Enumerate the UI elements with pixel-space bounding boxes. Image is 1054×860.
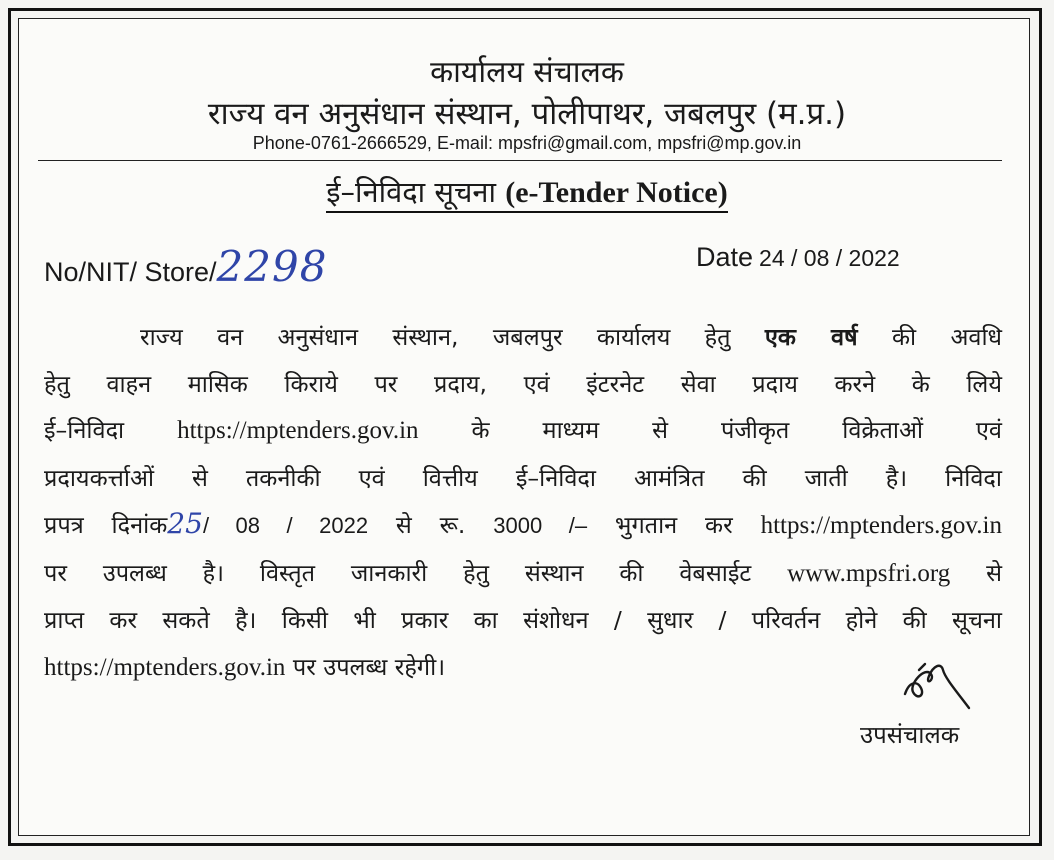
reference-number	[44, 242, 327, 291]
body-line: प्रदायकर्त्ताओं से तकनीकी एवं वित्तीय ई–निविदा आमंत्रित की जाती है। निविदा	[44, 463, 1002, 492]
date-label: Date	[696, 242, 754, 272]
signature	[895, 652, 975, 712]
designation: उपसंचालक	[860, 721, 960, 749]
body-text: ई–निविदा	[44, 416, 178, 444]
date-value: 24 / 08 / 2022	[759, 245, 900, 271]
duration-emphasis: एक वर्ष	[764, 323, 858, 351]
body-line: हेतु वाहन मासिक किराये पर प्रदाय, एवं इंटरनेट सेवा प्रदाय करने के लिये	[44, 369, 1002, 398]
body-text: के माध्यम से पंजीकृत विक्रेताओं एवं	[418, 416, 1002, 444]
header-divider	[38, 160, 1002, 161]
body-line	[44, 314, 1002, 361]
body-line	[44, 501, 1002, 550]
handwritten-day: 25	[167, 507, 203, 540]
institute-website-link[interactable]: www.mpsfri.org	[787, 559, 951, 587]
body-line	[44, 407, 1002, 455]
notice-title-english: (e-Tender Notice)	[505, 176, 727, 213]
tender-portal-link[interactable]: https://mptenders.gov.in	[760, 512, 1002, 539]
body-line: प्राप्त कर सकते है। किसी भी प्रकार का संशोधन / सुधार / परिवर्तन होने की सूचना	[44, 606, 1002, 634]
body-text: की अवधि	[857, 323, 1003, 351]
fee-amount: 3000 /–	[493, 513, 588, 538]
contact-line: Phone-0761-2666529, E-mail: mpsfri@gmail.com, mpsfri@mp.gov.in	[252, 133, 802, 153]
body-text: पर उपलब्ध है। विस्तृत जानकारी हेतु संस्थान की वेबसाईट	[44, 558, 788, 587]
body-text: राज्य वन अनुसंधान संस्थान, जबलपुर कार्यालय हेतु	[140, 323, 765, 351]
body-line	[44, 644, 1002, 692]
body-text: से रू.	[368, 511, 494, 539]
notice-title	[0, 172, 1054, 211]
body-text: प्रपत्र दिनांक	[44, 511, 168, 539]
form-date: / 08 / 2022	[202, 513, 369, 538]
body-text: पर उपलब्ध रहेगी।	[285, 652, 446, 681]
reference-handwritten-number: 2298	[216, 242, 328, 291]
tender-portal-link[interactable]: https://mptenders.gov.in	[44, 653, 286, 681]
notice-date	[696, 242, 900, 273]
body-line	[44, 550, 1002, 598]
notice-body	[44, 314, 1002, 691]
body-text: भुगतान कर	[587, 511, 761, 539]
notice-title-hindi: ई–निविदा सूचना	[326, 175, 496, 213]
office-heading: कार्यालय संचालक	[430, 55, 624, 90]
reference-label: No/NIT/ Store/	[44, 257, 217, 287]
body-text: से	[950, 558, 1002, 587]
institute-heading: राज्य वन अनुसंधान संस्थान, पोलीपाथर, जबलपुर (म.प्र.)	[207, 96, 847, 132]
tender-portal-link[interactable]: https://mptenders.gov.in	[177, 417, 419, 444]
